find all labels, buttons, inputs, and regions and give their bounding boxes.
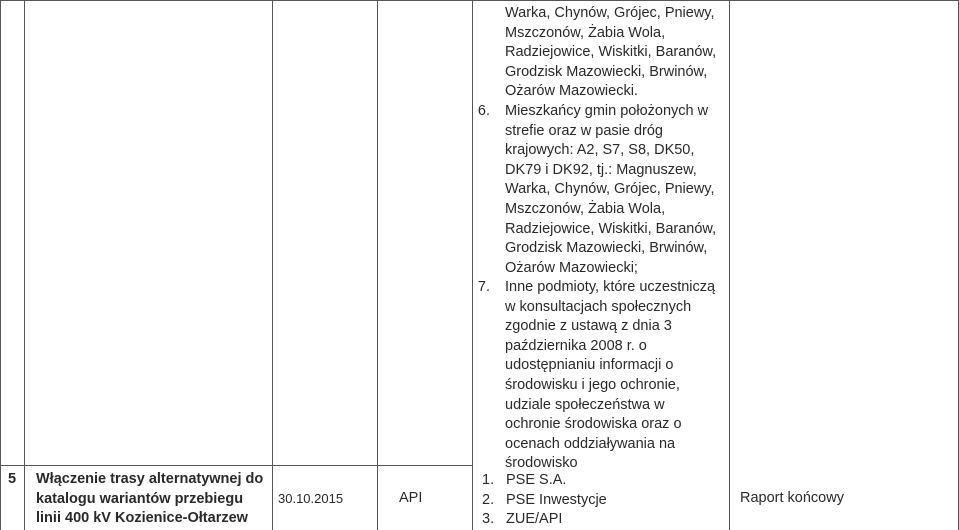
row-number: 5 [8,471,17,487]
text-line: DK79 i DK92, tj.: Magnuszew, [505,161,697,178]
list-item-text [505,278,715,474]
text-line: w konsultacjach społecznych [505,298,692,315]
text-line: zgodnie z ustawą z dnia 3 [505,318,672,335]
col-source [377,1,473,530]
text-line: katalogu wariantów przebiegu [36,490,244,507]
sub-list-item [482,510,607,530]
col-date [272,1,377,530]
text-line: strefie oraz w pasie dróg [505,122,663,139]
text-line: Inne podmioty, które uczestniczą [505,279,716,295]
text-line: Grodzisk Mazowiecki, Brwinów, [505,240,708,257]
text-line: krajowych: A2, S7, S8, DK50, [505,142,695,159]
text-line: Ożarów Mazowiecki; [505,259,638,276]
sub-list-item-number: 2. [482,491,495,508]
col-number [1,1,25,530]
row-result: Raport końcowy [740,490,844,506]
text-line: ocenach oddziaływania na [505,435,676,452]
list-item-text [505,102,716,278]
text-line: października 2008 r. o [505,337,647,354]
list-item-number: 6. [477,103,490,119]
text-line: Mieszkańcy gmin położonych w [505,103,709,119]
col-title [24,1,272,530]
text-line: Warka, Chynów, Grójec, Pniewy, [505,5,715,21]
sub-list-item-number: 1. [482,472,495,488]
row-title [36,470,263,529]
row-separator [0,465,472,466]
sub-list-item [482,471,607,491]
text-line: Mszczonów, Żabia Wola, [505,24,666,41]
text-line: Radziejowice, Wiskitki, Baranów, [505,220,717,237]
text-line: udziale społeczeństwa w [505,396,665,413]
text-line: środowisku i jego ochronie, [505,376,680,393]
text-line: Ożarów Mazowiecki. [505,83,638,100]
text-line: Grodzisk Mazowiecki, Brwinów, [505,63,708,80]
text-line: udostępnianiu informacji o [505,357,674,374]
sub-list-item-text: PSE S.A. [506,472,567,488]
text-line: linii 400 kV Kozienice-Ołtarzew [36,510,248,527]
text-line: ochronie środowiska oraz o [505,416,682,433]
sub-list [482,471,607,530]
list-item-number: 7. [477,279,490,295]
text-line: Warka, Chynów, Grójec, Pniewy, [505,181,715,198]
continued-list-text [505,4,716,102]
text-line: Radziejowice, Wiskitki, Baranów, [505,44,717,61]
sub-list-item-text: PSE Inwestycje [506,491,607,508]
row-date: 30.10.2015 [278,491,344,506]
text-line: środowisko [505,455,578,472]
text-line: Włączenie trasy alternatywnej do [36,471,264,487]
row-source: API [399,490,423,506]
sub-list-item [482,491,607,511]
col-result [730,1,959,530]
text-line: Mszczonów, Żabia Wola, [505,200,666,217]
sub-list-item-number: 3. [482,511,495,528]
sub-list-item-text: ZUE/API [506,511,563,528]
